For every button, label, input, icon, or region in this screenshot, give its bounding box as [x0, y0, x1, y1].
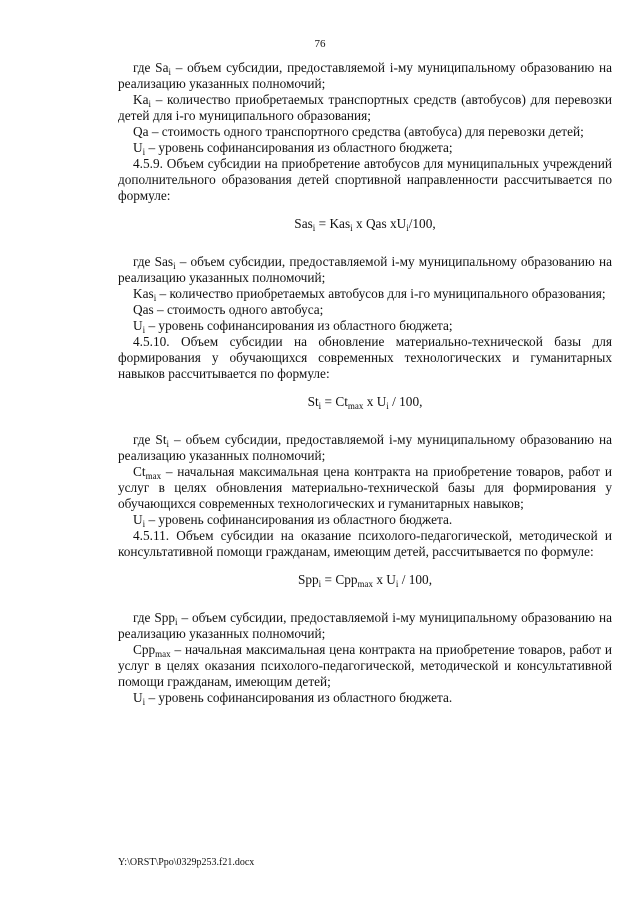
paragraph [118, 642, 612, 690]
paragraph [118, 140, 612, 156]
text-run: – уровень софинансирования из областного бюджета. [145, 512, 453, 527]
paragraph [118, 302, 612, 318]
text-run: U [133, 140, 143, 155]
text-run: Qas – стоимость одного автобуса; [133, 302, 324, 317]
subscript: i [166, 439, 170, 449]
subscript: i [318, 579, 322, 589]
subscript: i [395, 579, 399, 589]
document-body [118, 60, 612, 706]
paragraph [118, 334, 612, 382]
subscript: i [142, 519, 146, 529]
text-run: 4.5.11. Объем субсидии на оказание психолого-педагогической, методической и консультативной помощи гражданам, имеющим детей, рассчитывается по формуле: [118, 528, 612, 559]
subscript: i [175, 617, 178, 627]
paragraph [118, 528, 612, 560]
text-run: 4.5.9. Объем субсидии на приобретение автобусов для муниципальных учреждений дополнительного образования детей спортивной направленности рассчитывается по формуле: [118, 156, 612, 203]
paragraph [118, 286, 612, 302]
paragraph [118, 156, 612, 204]
text-run: – начальная максимальная цена контракта на приобретение товаров, работ и услуг в целях оказания психолого-педагогической, методической и консультативной помощи гражданам, имеющим детей; [118, 642, 612, 689]
formula [118, 394, 612, 410]
text-run: U [133, 690, 143, 705]
paragraph [118, 464, 612, 512]
text-run: где Sas [133, 254, 174, 269]
text-run: где St [133, 432, 167, 447]
subscript: i [168, 67, 171, 77]
file-path-footer: Y:\ORST\Ppo\0329p253.f21.docx [118, 857, 255, 868]
text-run: – объем субсидии, предоставляемой i-му муниципальному образованию на реализацию указанных полномочий; [118, 254, 612, 285]
text-run: – объем субсидии, предоставляемой i-му муниципальному образованию на реализацию указанных полномочий; [118, 60, 612, 91]
paragraph [118, 432, 612, 464]
subscript: i [350, 223, 353, 233]
formula [118, 572, 612, 588]
text-run: = Ct [321, 394, 348, 409]
paragraph [118, 318, 612, 334]
paragraph [118, 254, 612, 286]
subscript: i [386, 401, 389, 411]
text-run: / 100, [388, 394, 423, 409]
text-run: x U [373, 572, 396, 587]
text-run: /100, [408, 216, 436, 231]
page-number: 76 [314, 38, 326, 50]
paragraph [118, 124, 612, 140]
formula [118, 216, 612, 232]
text-run: Sas [294, 216, 313, 231]
text-run: – уровень софинансирования из областного бюджета; [145, 140, 453, 155]
subscript: i [406, 223, 409, 233]
text-run: – количество приобретаемых транспортных средств (автобусов) для перевозки детей для i-го муниципального образования; [118, 92, 612, 123]
subscript: i [142, 147, 146, 157]
paragraph [118, 610, 612, 642]
text-run: – уровень софинансирования из областного бюджета. [145, 690, 453, 705]
paragraph [118, 512, 612, 528]
paragraph [118, 60, 612, 92]
text-run: U [133, 318, 143, 333]
subscript: i [312, 223, 316, 233]
text-run: где Spp [133, 610, 176, 625]
text-run: – объем субсидии, предоставляемой i-му муниципальному образованию на реализацию указанных полномочий; [118, 610, 612, 641]
subscript: i [142, 325, 146, 335]
text-run: St [307, 394, 319, 409]
text-run: где Sa [133, 60, 169, 75]
subscript: i [173, 261, 176, 271]
text-run: Kas [133, 286, 154, 301]
text-run: = Kas [315, 216, 351, 231]
text-run: U [133, 512, 143, 527]
text-run: – количество приобретаемых автобусов для i-го муниципального образования; [156, 286, 606, 301]
subscript: i [148, 99, 152, 109]
text-run: x Qas xU [352, 216, 407, 231]
text-run: Cpp [133, 642, 156, 657]
text-run: – объем субсидии, предоставляемой i-му муниципальному образованию на реализацию указанных полномочий; [118, 432, 612, 463]
text-run: – уровень софинансирования из областного бюджета; [145, 318, 453, 333]
text-run: = Cpp [321, 572, 358, 587]
text-run: / 100, [398, 572, 433, 587]
subscript: max [347, 401, 364, 411]
subscript: max [145, 471, 162, 481]
subscript: max [357, 579, 373, 589]
subscript: i [142, 697, 146, 707]
text-run: – начальная максимальная цена контракта на приобретение товаров, работ и услуг в целях обновления материально-технической базы для формирования у обучающихся современных технологических и гуманитарных навыков; [118, 464, 612, 511]
subscript: i [318, 401, 322, 411]
subscript: max [155, 649, 171, 659]
text-run: 4.5.10. Объем субсидии на обновление материально-технической базы для формирования у обучающихся современных технологических и гуманитарных навыков рассчитывается по формуле: [118, 334, 612, 381]
text-run: Ct [133, 464, 146, 479]
text-run: Ka [133, 92, 149, 107]
text-run: Qa – стоимость одного транспортного средства (автобуса) для перевозки детей; [133, 124, 584, 139]
subscript: i [153, 293, 157, 303]
paragraph [118, 690, 612, 706]
text-run: Spp [297, 572, 319, 587]
text-run: x U [363, 394, 387, 409]
paragraph [118, 92, 612, 124]
